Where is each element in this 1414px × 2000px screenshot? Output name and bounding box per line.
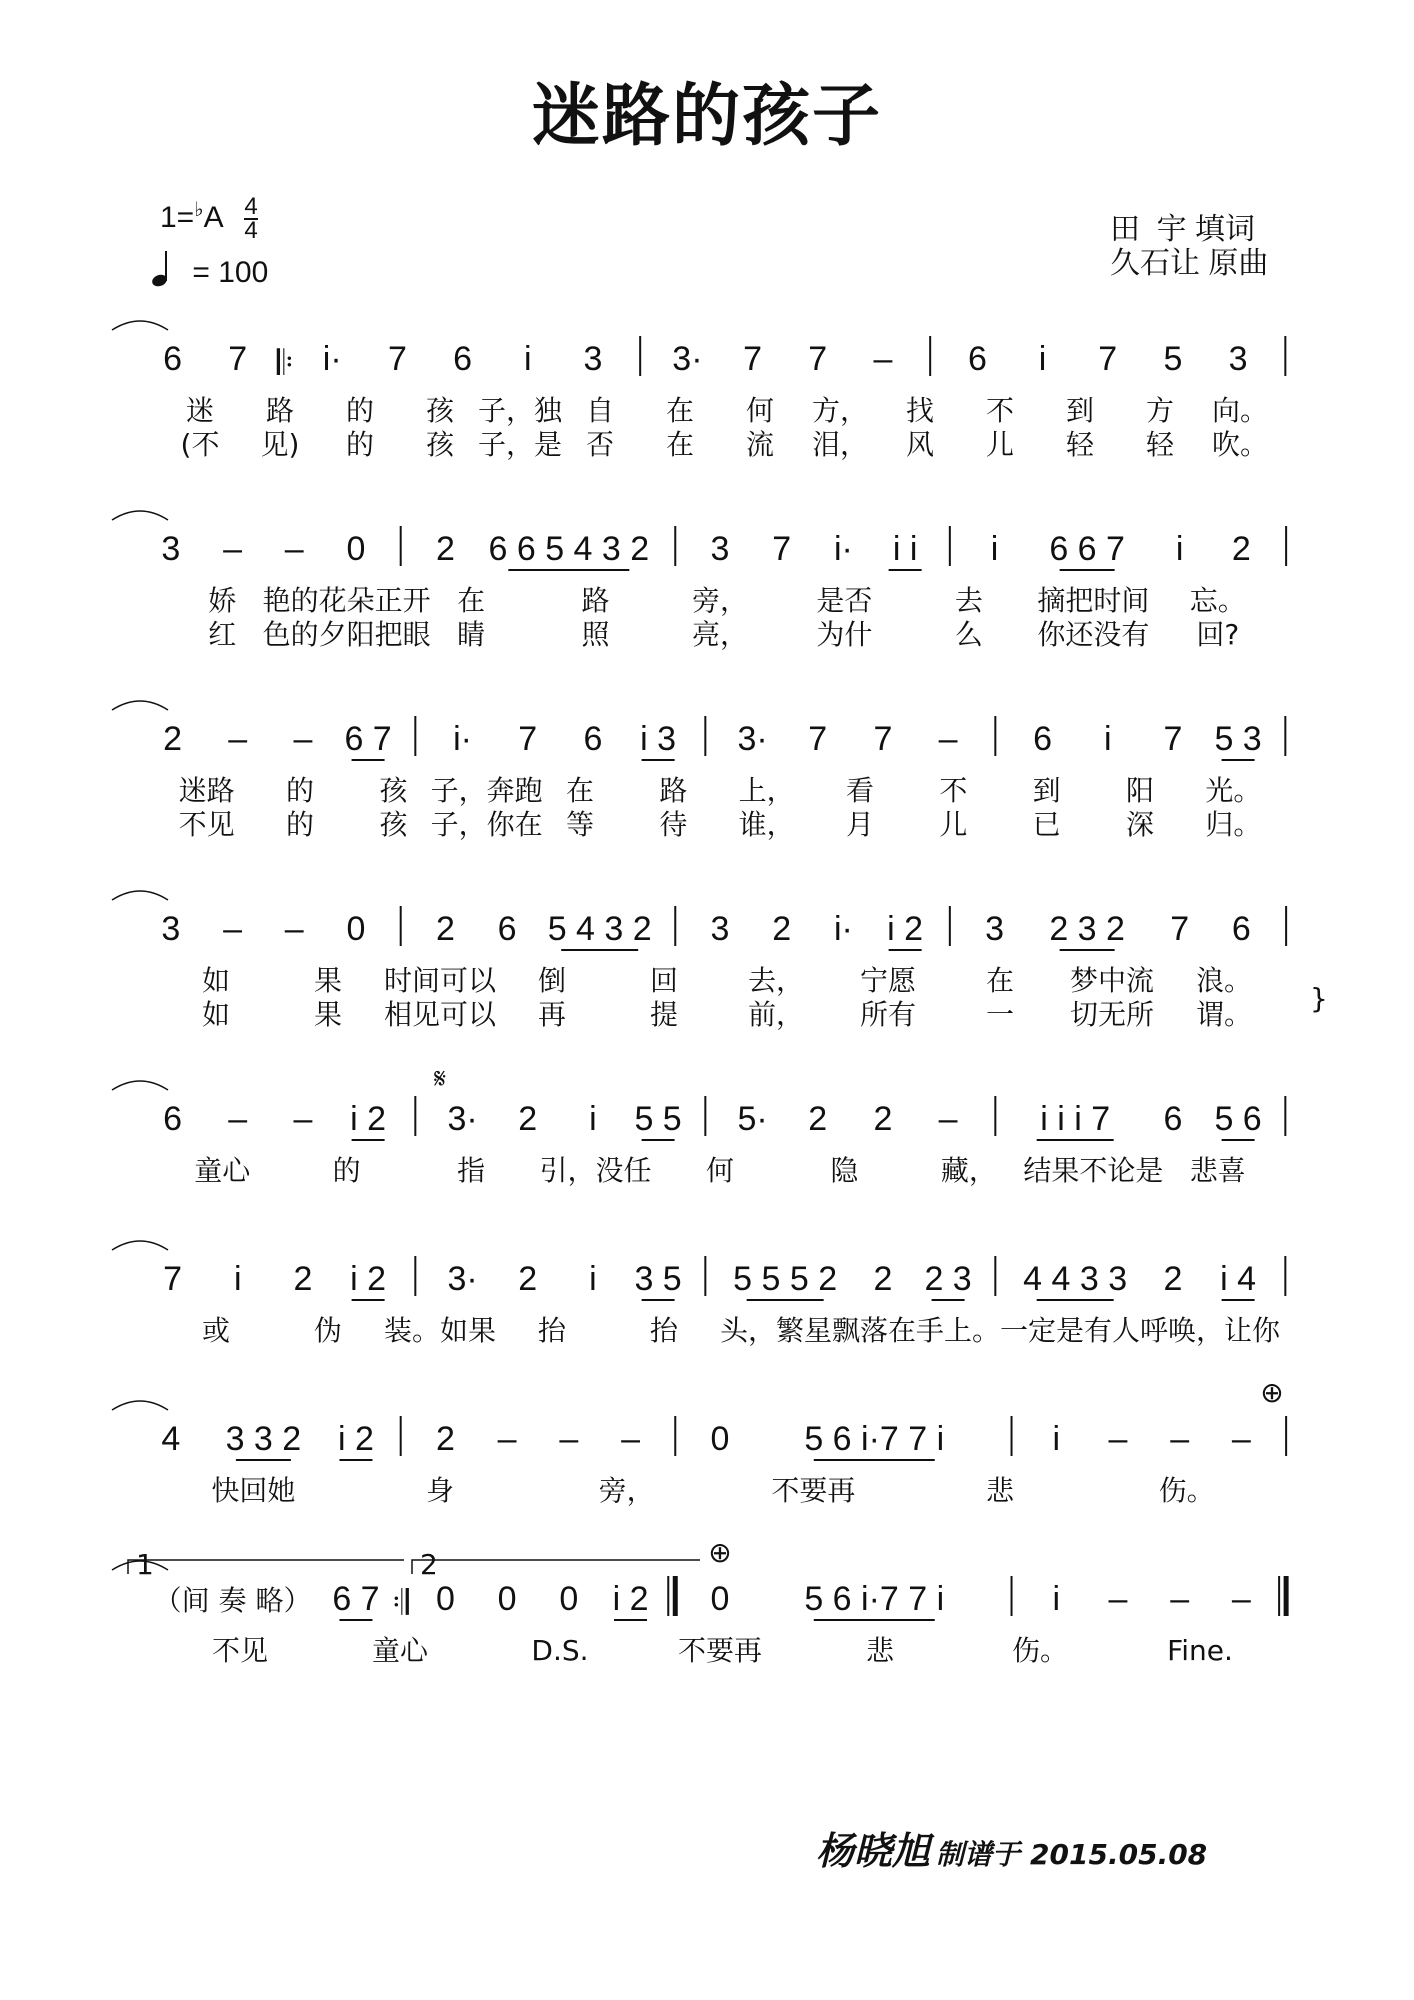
lyric-syllable: 不 bbox=[985, 394, 1015, 427]
note: i 2 bbox=[350, 1260, 387, 1298]
lyric-syllable: Fine. bbox=[1167, 1634, 1233, 1667]
lyric-syllable: 的 bbox=[332, 1154, 361, 1187]
tie-arc bbox=[112, 891, 168, 900]
barline-symbol: | bbox=[410, 720, 420, 758]
note: 2 bbox=[163, 720, 183, 758]
tie-arc bbox=[112, 1081, 168, 1090]
lyric-syllable: 结果不论是 bbox=[1023, 1154, 1164, 1187]
note-extension-dash: – bbox=[938, 720, 958, 758]
note: 3· bbox=[447, 1260, 478, 1298]
composer-credit: 久石让 原曲 bbox=[1110, 247, 1269, 280]
lyric-syllable: 藏， bbox=[940, 1154, 997, 1187]
note-extension-dash: – bbox=[223, 910, 243, 948]
lyric-syllable: 在 bbox=[665, 428, 695, 461]
lyric-syllable: 回 bbox=[649, 964, 679, 997]
lyric-syllable: 艳的花朵正开 bbox=[262, 584, 431, 617]
note: i bbox=[589, 1100, 597, 1138]
note: 0 bbox=[559, 1580, 579, 1618]
barline-symbol: | bbox=[410, 1100, 420, 1138]
lyric-syllable: 你还没有 bbox=[1037, 618, 1150, 651]
note: 2 bbox=[435, 1420, 455, 1458]
lyric-syllable: 悲 bbox=[865, 1634, 895, 1667]
note-extension-dash: – bbox=[284, 530, 304, 568]
note: 0 bbox=[346, 530, 366, 568]
lyric-syllable: 轻 bbox=[1145, 428, 1175, 461]
note: 0 bbox=[710, 1580, 730, 1618]
note: 6 7 bbox=[344, 720, 392, 758]
lyric-syllable: 轻 bbox=[1065, 428, 1095, 461]
note-extension-dash: – bbox=[228, 1100, 248, 1138]
tie-arc bbox=[112, 321, 168, 330]
lyric-syllable: 再 bbox=[537, 998, 567, 1031]
barline-symbol: | bbox=[925, 340, 935, 378]
note-extension-dash: – bbox=[1170, 1580, 1190, 1618]
lyric-syllable: 路 bbox=[581, 584, 610, 617]
lyric-syllable: (不 bbox=[180, 428, 220, 461]
lyric-syllable: 为什 bbox=[816, 618, 873, 651]
lyric-syllable: 的 bbox=[345, 394, 375, 427]
barline-symbol: | bbox=[635, 340, 645, 378]
lyric-syllable: 一 bbox=[985, 998, 1015, 1031]
note-extension-dash: – bbox=[284, 910, 304, 948]
note: 3 bbox=[583, 340, 603, 378]
barline-symbol: | bbox=[396, 1420, 406, 1458]
note-extension-dash: – bbox=[228, 720, 248, 758]
lyric-syllable: 不见 bbox=[178, 808, 235, 841]
note: i 3 bbox=[640, 720, 677, 758]
note-extension-dash: – bbox=[1108, 1420, 1128, 1458]
note: 5 bbox=[1163, 340, 1183, 378]
repeat-end-sign: 𝄇 bbox=[392, 1584, 409, 1622]
lyric-syllable: 色的夕阳把眼 bbox=[262, 618, 431, 651]
lyric-syllable: 的 bbox=[285, 808, 315, 841]
barline-symbol: | bbox=[945, 530, 955, 568]
note: 3 3 2 bbox=[225, 1420, 302, 1458]
transcription-date: 2015.05.08 bbox=[1030, 1838, 1208, 1871]
lyric-syllable: 儿 bbox=[985, 428, 1015, 461]
lyric-syllable: 在 bbox=[985, 964, 1015, 997]
barline-symbol: | bbox=[990, 1260, 1000, 1298]
lyric-syllable: 如 bbox=[201, 998, 231, 1031]
barline-symbol: | bbox=[990, 720, 1000, 758]
note: i bbox=[1038, 340, 1047, 378]
time-top: 4 bbox=[244, 193, 258, 220]
lyric-syllable: 何 bbox=[745, 394, 775, 427]
barline-symbol: | bbox=[945, 910, 955, 948]
lyric-syllable: 相见可以 bbox=[383, 998, 497, 1031]
note: 6 bbox=[163, 340, 183, 378]
note: 2 bbox=[293, 1260, 313, 1298]
lyric-syllable: 梦中流 bbox=[1069, 964, 1155, 997]
barline-symbol: | bbox=[1280, 1100, 1290, 1138]
note: 3· bbox=[737, 720, 768, 758]
note: 7 bbox=[808, 720, 828, 758]
note: i 2 bbox=[337, 1420, 374, 1458]
lyric-syllable: 宁愿 bbox=[859, 964, 917, 997]
note: 7 bbox=[772, 530, 792, 568]
lyric-syllable: 果 bbox=[313, 964, 343, 997]
lyric-syllable: 飘落在手 bbox=[831, 1314, 945, 1347]
note: 3· bbox=[672, 340, 703, 378]
note: 4 4 3 3 bbox=[1023, 1260, 1128, 1298]
volta-bracket bbox=[128, 1560, 404, 1574]
barline-symbol: | bbox=[670, 530, 680, 568]
note: 2 bbox=[772, 910, 792, 948]
note: i bbox=[233, 1260, 242, 1298]
lyric-syllable: 所有 bbox=[859, 998, 917, 1031]
note: i bbox=[1052, 1580, 1061, 1618]
note: 6 bbox=[1033, 720, 1053, 758]
note-extension-dash: – bbox=[559, 1420, 579, 1458]
lyric-syllable: 隐 bbox=[830, 1154, 859, 1187]
note: i 4 bbox=[1220, 1260, 1257, 1298]
barline-symbol: | bbox=[1281, 1420, 1291, 1458]
note: 2 bbox=[1231, 530, 1251, 568]
lyric-syllable: 睛 bbox=[457, 618, 486, 651]
lyric-syllable: 不要再 bbox=[677, 1634, 763, 1667]
note: 7 bbox=[873, 720, 893, 758]
barline-symbol: | bbox=[700, 1260, 710, 1298]
note: 0 bbox=[346, 910, 366, 948]
lyric-syllable: 向。 bbox=[1211, 394, 1269, 427]
note-extension-dash: – bbox=[1231, 1420, 1251, 1458]
lyric-syllable: 待 bbox=[659, 808, 688, 841]
tie-arc bbox=[112, 1401, 168, 1410]
barline-symbol: | bbox=[1280, 720, 1290, 758]
volta-number: 1 bbox=[136, 1548, 154, 1581]
tie-arc bbox=[112, 1241, 168, 1250]
lyric-syllable: 童心 bbox=[194, 1154, 251, 1187]
note: i i i 7 bbox=[1040, 1100, 1111, 1138]
note: 7 bbox=[1170, 910, 1190, 948]
lyric-syllable: 月 bbox=[845, 808, 875, 841]
note-extension-dash: – bbox=[223, 530, 243, 568]
lyric-syllable: 或 bbox=[201, 1314, 231, 1347]
note: i bbox=[1052, 1420, 1061, 1458]
lyric-syllable: 是否 bbox=[816, 584, 873, 617]
note: 2 bbox=[518, 1260, 538, 1298]
lyric-syllable: 如 bbox=[201, 964, 231, 997]
lyric-syllable: 等 bbox=[565, 808, 595, 841]
note: 5 3 bbox=[1214, 720, 1262, 758]
lyric-syllable: 否 bbox=[585, 428, 615, 461]
coda-sign: ⊕ bbox=[708, 1537, 732, 1568]
note: i 2 bbox=[350, 1100, 387, 1138]
lyric-syllable: 子，你在 bbox=[430, 808, 543, 841]
coda-sign: ⊕ bbox=[1260, 1377, 1284, 1408]
note: 2 3 2 bbox=[1049, 910, 1125, 948]
note: i· bbox=[833, 530, 853, 568]
lyric-syllable: 前， bbox=[747, 998, 805, 1031]
note: 7 bbox=[163, 1260, 183, 1298]
lyric-syllable: 唤，让你 bbox=[1167, 1314, 1281, 1347]
transcriber-name: 杨晓旭 bbox=[816, 1829, 931, 1873]
barline-symbol: | bbox=[396, 910, 406, 948]
barline-symbol: ‖ bbox=[668, 1580, 683, 1618]
note-extension-dash: – bbox=[621, 1420, 640, 1458]
note: 3 bbox=[1228, 340, 1248, 378]
lyric-syllable: 指 bbox=[457, 1154, 486, 1187]
tie-arc bbox=[112, 511, 168, 520]
barline-symbol: ‖ bbox=[1279, 1580, 1294, 1618]
lyric-syllable: 抬 bbox=[537, 1314, 567, 1347]
lyric-syllable: 头，繁星 bbox=[719, 1314, 833, 1347]
lyric-syllable: 孩 bbox=[425, 394, 455, 427]
lyric-syllable: 子，是 bbox=[477, 428, 563, 461]
lyric-syllable: 子，奔跑 bbox=[430, 774, 543, 807]
note: i bbox=[523, 340, 532, 378]
lyric-syllable: 是有人呼 bbox=[1055, 1314, 1169, 1347]
lyric-syllable: 儿 bbox=[939, 808, 968, 841]
note: i· bbox=[453, 720, 473, 758]
note: i bbox=[589, 1260, 597, 1298]
lyric-syllable: 自 bbox=[585, 394, 615, 427]
transcriber-role: 制谱于 bbox=[936, 1838, 1021, 1871]
lyric-syllable: 在 bbox=[457, 584, 486, 617]
note: 6 bbox=[453, 340, 473, 378]
lyric-syllable: 看 bbox=[845, 774, 875, 807]
note: 2 3 bbox=[924, 1260, 972, 1298]
lyric-syllable: 迷 bbox=[185, 394, 215, 427]
note: 3 bbox=[985, 910, 1005, 948]
note: 7 bbox=[518, 720, 538, 758]
note: 3 5 bbox=[634, 1260, 682, 1298]
lyric-syllable: 抬 bbox=[649, 1314, 679, 1347]
lyric-syllable: 旁， bbox=[598, 1474, 655, 1507]
note: 7 bbox=[228, 340, 248, 378]
note-extension-dash: – bbox=[938, 1100, 958, 1138]
note: 6 bbox=[967, 340, 987, 378]
note: 7 bbox=[743, 340, 763, 378]
barline-symbol: | bbox=[670, 1420, 680, 1458]
note: 5· bbox=[737, 1100, 768, 1138]
note: 2 bbox=[435, 530, 455, 568]
note: 7 bbox=[1098, 340, 1118, 378]
lyric-syllable: 悲喜 bbox=[1189, 1154, 1246, 1187]
barline-symbol: | bbox=[1281, 530, 1291, 568]
lyric-syllable: 身 bbox=[425, 1474, 455, 1507]
note: i 2 bbox=[887, 910, 924, 948]
lyric-syllable: 吹。 bbox=[1211, 428, 1269, 461]
note: i 2 bbox=[612, 1580, 649, 1618]
note: i· bbox=[833, 910, 853, 948]
lyric-syllable: 装。如果 bbox=[383, 1314, 497, 1347]
lyric-syllable: 归。 bbox=[1205, 808, 1262, 841]
note-extension-dash: – bbox=[293, 720, 313, 758]
interlude-omitted-label: （间 奏 略） bbox=[153, 1584, 312, 1617]
lyric-syllable: 不见 bbox=[211, 1634, 269, 1667]
lyric-syllable: 时间可以 bbox=[383, 964, 497, 997]
note-extension-dash: – bbox=[1170, 1420, 1190, 1458]
note: 5 5 5 2 bbox=[733, 1260, 838, 1298]
lyric-syllable: 光。 bbox=[1205, 774, 1262, 807]
note-extension-dash: – bbox=[497, 1420, 517, 1458]
lyric-syllable: 红 bbox=[208, 618, 237, 651]
note: 3 bbox=[710, 910, 730, 948]
note: 3 bbox=[710, 530, 730, 568]
song-title: 迷路的孩子 bbox=[531, 77, 882, 156]
lyric-syllable: 已 bbox=[1032, 808, 1061, 841]
note: 4 bbox=[161, 1420, 181, 1458]
lyric-syllable: 在 bbox=[565, 774, 595, 807]
lyric-syllable: 不要再 bbox=[771, 1474, 856, 1507]
lyric-syllable: 谓。 bbox=[1195, 998, 1253, 1031]
lyric-syllable: 在 bbox=[665, 394, 695, 427]
lyric-syllable: 泪， bbox=[811, 428, 869, 461]
lyric-syllable: 深 bbox=[1125, 808, 1155, 841]
barline-symbol: | bbox=[1280, 1260, 1290, 1298]
lyric-syllable: 上。一定 bbox=[943, 1314, 1057, 1347]
lyric-syllable: 伤。 bbox=[1158, 1474, 1215, 1507]
lyric-syllable: 迷路 bbox=[178, 774, 235, 807]
lyric-syllable: 谁， bbox=[738, 808, 795, 841]
volta-bracket bbox=[412, 1560, 700, 1574]
lyric-syllable: 阳 bbox=[1125, 774, 1155, 807]
note: 6 bbox=[497, 910, 517, 948]
lyricist-credit: 田 宇 填词 bbox=[1110, 213, 1256, 246]
lyric-syllable: 快回她 bbox=[211, 1474, 296, 1507]
note: 2 bbox=[873, 1260, 893, 1298]
note: 2 bbox=[435, 910, 455, 948]
note: 0 bbox=[435, 1580, 455, 1618]
note: 2 bbox=[873, 1100, 893, 1138]
barline-symbol: | bbox=[1280, 340, 1290, 378]
note: 7 bbox=[1163, 720, 1183, 758]
tie-arc bbox=[112, 701, 168, 710]
lyric-syllable: 浪。 bbox=[1195, 964, 1253, 997]
lyric-syllable: 子，独 bbox=[477, 394, 563, 427]
flat-sign: ♭ bbox=[194, 198, 204, 221]
lyric-syllable: 么 bbox=[954, 618, 983, 651]
note: 6 bbox=[1231, 910, 1251, 948]
lyric-syllable: 提 bbox=[649, 998, 679, 1031]
lyric-syllable: 回? bbox=[1196, 618, 1240, 651]
note: i bbox=[1175, 530, 1184, 568]
barline-symbol: | bbox=[410, 1260, 420, 1298]
lyric-syllable: 伤。 bbox=[1011, 1634, 1069, 1667]
barline-symbol: | bbox=[1007, 1580, 1016, 1618]
lyric-syllable: 到 bbox=[1065, 394, 1095, 427]
note: i bbox=[1103, 720, 1112, 758]
key-prefix: 1= bbox=[160, 200, 195, 234]
lyric-syllable: 找 bbox=[905, 394, 935, 427]
lyric-syllable: 的 bbox=[285, 774, 315, 807]
verse-brace: } bbox=[1310, 982, 1328, 1015]
volta-number: 2 bbox=[420, 1548, 438, 1581]
lyric-syllable: 摘把时间 bbox=[1037, 584, 1150, 617]
lyric-syllable: 引，没任 bbox=[539, 1154, 652, 1187]
lyric-syllable: 娇 bbox=[208, 584, 237, 617]
note: 3 bbox=[161, 910, 181, 948]
note: 6 6 5 4 3 2 bbox=[488, 530, 650, 568]
note: 5 6 i·7 7 i bbox=[804, 1580, 945, 1618]
barline-symbol: | bbox=[1007, 1420, 1016, 1458]
lyric-syllable: 上， bbox=[738, 774, 795, 807]
lyric-syllable: 不 bbox=[939, 774, 968, 807]
note: i i bbox=[892, 530, 918, 568]
lyric-syllable: 切无所 bbox=[1069, 998, 1155, 1031]
lyric-syllable: 见) bbox=[260, 428, 300, 461]
time-bottom: 4 bbox=[244, 217, 258, 244]
note: 5 6 bbox=[1214, 1100, 1262, 1138]
barline-symbol: | bbox=[700, 720, 710, 758]
lyric-syllable: 忘。 bbox=[1189, 584, 1246, 617]
barline-symbol: | bbox=[990, 1100, 1000, 1138]
barline-symbol: | bbox=[396, 530, 406, 568]
note: 2 bbox=[808, 1100, 828, 1138]
lyric-syllable: 的 bbox=[345, 428, 375, 461]
lyric-syllable: 路 bbox=[265, 394, 295, 427]
note: 2 bbox=[518, 1100, 538, 1138]
note-extension-dash: – bbox=[873, 340, 893, 378]
repeat-start-sign: 𝄆 bbox=[276, 344, 294, 382]
note: 7 bbox=[808, 340, 828, 378]
lyric-syllable: 孩 bbox=[379, 808, 408, 841]
lyric-syllable: 亮， bbox=[691, 618, 749, 651]
note: 6 6 7 bbox=[1049, 530, 1125, 568]
note: 0 bbox=[497, 1580, 517, 1618]
key-note: A bbox=[203, 200, 223, 234]
note: 6 bbox=[583, 720, 603, 758]
note: 5 6 i·7 7 i bbox=[804, 1420, 945, 1458]
lyric-syllable: 去， bbox=[747, 964, 805, 997]
note: 5 4 3 2 bbox=[547, 910, 652, 948]
lyric-syllable: 童心 bbox=[371, 1634, 429, 1667]
note: 3 bbox=[161, 530, 181, 568]
note-extension-dash: – bbox=[1231, 1580, 1251, 1618]
lyric-syllable: 倒 bbox=[537, 964, 567, 997]
note: i bbox=[990, 530, 999, 568]
lyric-syllable: 照 bbox=[581, 618, 610, 651]
note: 0 bbox=[710, 1420, 730, 1458]
lyric-syllable: 到 bbox=[1032, 774, 1061, 807]
barline-symbol: | bbox=[700, 1100, 710, 1138]
lyric-syllable: 方 bbox=[1145, 394, 1175, 427]
lyric-syllable: 伪 bbox=[313, 1314, 343, 1347]
lyric-syllable: 孩 bbox=[379, 774, 408, 807]
note: 6 bbox=[163, 1100, 183, 1138]
lyric-syllable: 去 bbox=[954, 584, 983, 617]
barline-symbol: | bbox=[1281, 910, 1291, 948]
note: 2 bbox=[1163, 1260, 1183, 1298]
transcriber-signature bbox=[816, 1820, 1207, 1875]
tempo-value: = 100 bbox=[192, 256, 269, 289]
lyric-syllable: 流 bbox=[745, 428, 775, 461]
lyric-syllable: 风 bbox=[905, 428, 935, 461]
barline-symbol: | bbox=[670, 910, 680, 948]
segno-sign: 𝄋 bbox=[433, 1063, 447, 1094]
lyric-syllable: 何 bbox=[705, 1154, 735, 1187]
note: i· bbox=[322, 340, 342, 378]
note: 6 7 bbox=[332, 1580, 380, 1618]
lyric-syllable: 旁， bbox=[691, 584, 749, 617]
note-extension-dash: – bbox=[293, 1100, 313, 1138]
lyric-syllable: D.S. bbox=[531, 1634, 589, 1667]
lyric-syllable: 路 bbox=[659, 774, 688, 807]
lyric-syllable: 方， bbox=[811, 394, 869, 427]
note: 6 bbox=[1163, 1100, 1183, 1138]
lyric-syllable: 悲 bbox=[985, 1474, 1015, 1507]
note: 3· bbox=[447, 1100, 478, 1138]
lyric-syllable: 果 bbox=[313, 998, 343, 1031]
note: 5 5 bbox=[634, 1100, 682, 1138]
note: 7 bbox=[387, 340, 407, 378]
note-extension-dash: – bbox=[1108, 1580, 1128, 1618]
lyric-syllable: 孩 bbox=[425, 428, 455, 461]
